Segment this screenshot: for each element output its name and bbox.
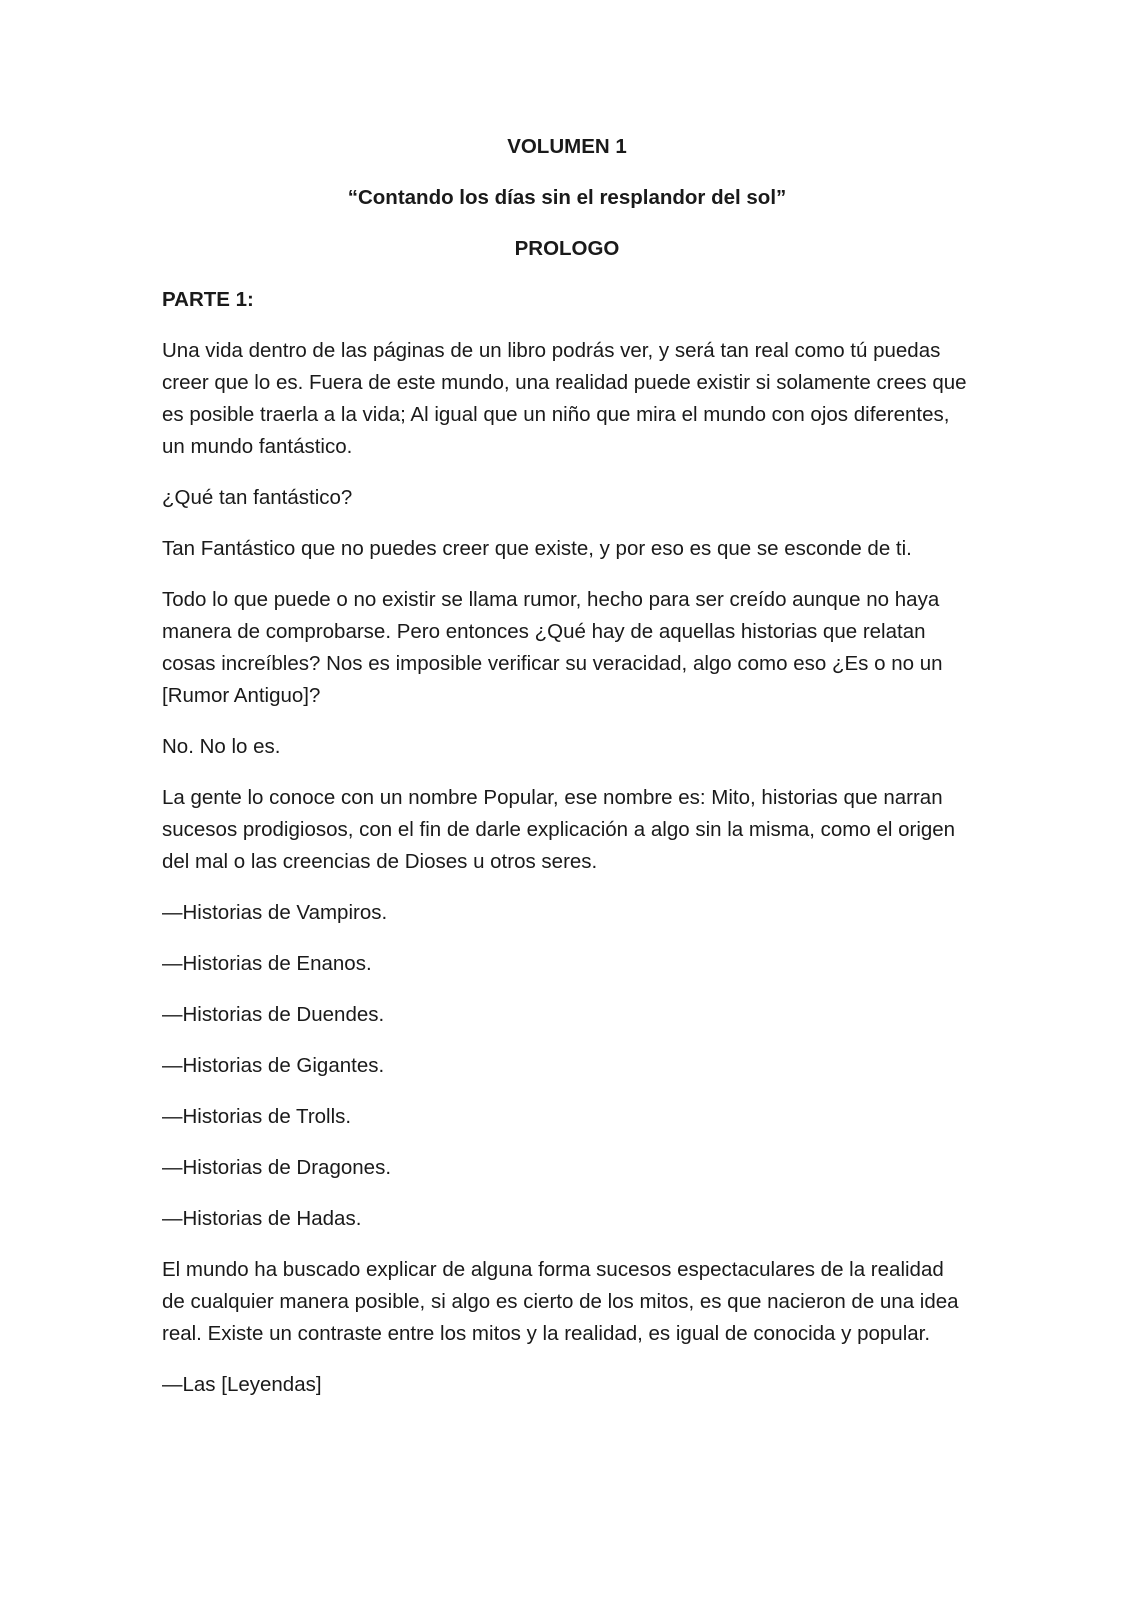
paragraph-rumor: Todo lo que puede o no existir se llama rumor, hecho para ser creído aunque no haya manera de comprobarse. Pero entonces ¿Qué hay de aquellas historias que relatan cosas increíbles? Nos es imposible verificar su veracidad, algo como eso ¿Es o no un [Rumor Antiguo]? [162, 588, 943, 707]
paragraph-question: ¿Qué tan fantástico? [162, 486, 353, 509]
part-heading: PARTE 1: [162, 288, 254, 311]
list-item: —Historias de Dragones. [162, 1156, 392, 1179]
paragraph-myth: La gente lo conoce con un nombre Popular, ese nombre es: Mito, historias que narran sucesos prodigiosos, con el fin de darle explicación a algo sin la misma, como el origen del mal o las creencias de Dioses u otros seres. [162, 786, 956, 873]
section-title: PROLOGO [514, 237, 620, 260]
story-list [162, 897, 972, 1235]
document-page [162, 131, 972, 1420]
volume-title: VOLUMEN 1 [507, 135, 627, 158]
paragraph-intro: Una vida dentro de las páginas de un libro podrás ver, y será tan real como tú puedas creer que lo es. Fuera de este mundo, una realidad puede existir si solamente crees que es posible traerla a la vida; Al igual que un niño que mira el mundo con ojos diferentes, un mundo fantástico. [162, 339, 967, 458]
paragraph-closing: El mundo ha buscado explicar de alguna forma sucesos espectaculares de la realidad de cualquier manera posible, si algo es cierto de los mitos, es que nacieron de una idea real. Existe un contraste entre los mitos y la realidad, es igual de conocida y popular. [162, 1258, 959, 1345]
list-item: —Historias de Enanos. [162, 952, 372, 975]
paragraph-answer: Tan Fantástico que no puedes creer que existe, y por eso es que se esconde de ti. [162, 537, 912, 560]
list-item: —Historias de Trolls. [162, 1105, 352, 1128]
list-item: —Historias de Gigantes. [162, 1054, 385, 1077]
final-line: —Las [Leyendas] [162, 1373, 322, 1396]
book-subtitle: “Contando los días sin el resplandor del sol” [347, 186, 787, 209]
list-item: —Historias de Duendes. [162, 1003, 385, 1026]
list-item: —Historias de Vampiros. [162, 901, 388, 924]
paragraph-no: No. No lo es. [162, 735, 281, 758]
list-item: —Historias de Hadas. [162, 1207, 362, 1230]
